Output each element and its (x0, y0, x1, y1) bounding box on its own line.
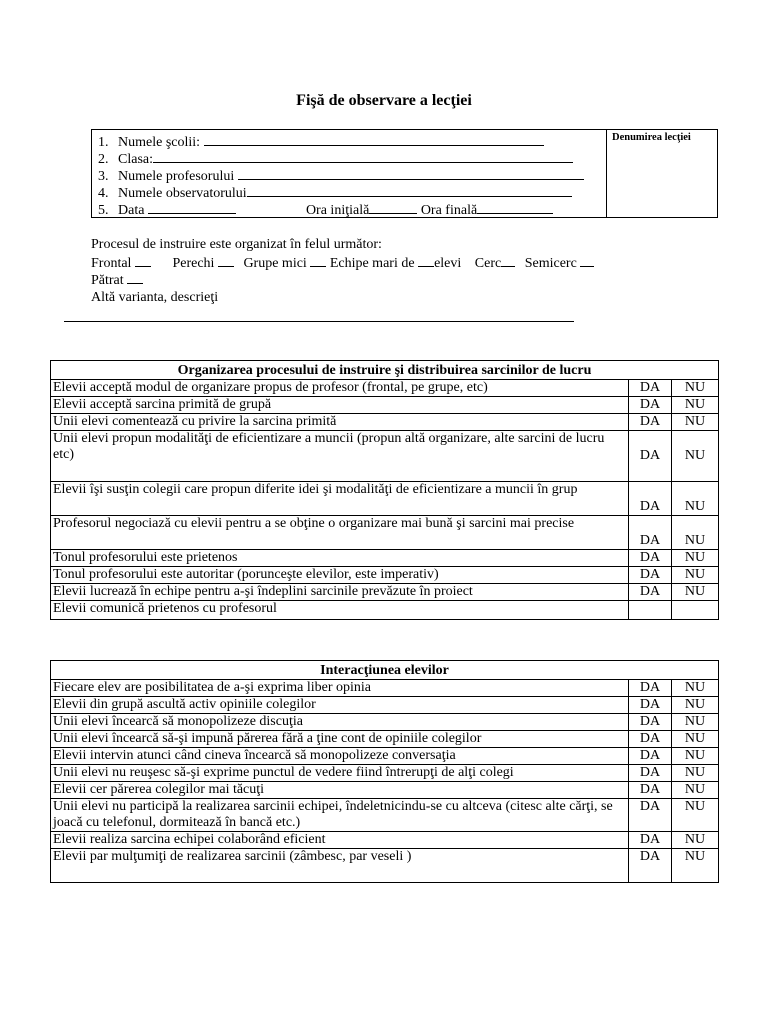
table-row (51, 799, 719, 832)
table-row (51, 380, 719, 397)
perechi-blank[interactable] (218, 254, 234, 267)
row-text: Elevii din grupă ascultă activ opiniile colegilor (51, 697, 629, 714)
nu-cell[interactable]: NU (672, 782, 719, 799)
date-label: Data (118, 203, 148, 218)
row-text: Elevii acceptă sarcina primită de grupă (51, 397, 629, 414)
info-line-class (98, 150, 573, 168)
table-row (51, 765, 719, 782)
da-cell[interactable]: DA (629, 731, 672, 748)
nu-cell[interactable]: NU (672, 431, 719, 482)
row-text: Profesorul negociază cu elevii pentru a se obţine o organizare mai bună şi sarcini mai precise (51, 516, 629, 550)
row-text: Elevii par mulţumiţi de realizarea sarcinii (zâmbesc, par veseli ) (51, 849, 629, 883)
da-cell[interactable]: DA (629, 380, 672, 397)
nu-cell[interactable]: NU (672, 697, 719, 714)
nu-cell[interactable]: NU (672, 584, 719, 601)
row-text: Elevii intervin atunci când cineva încearcă să monopolizeze conversaţia (51, 748, 629, 765)
table-row (51, 697, 719, 714)
page-title: Fişă de observare a lecţiei (296, 92, 472, 109)
date-blank[interactable] (148, 201, 236, 214)
table-header-row (51, 661, 719, 680)
info-box (91, 129, 718, 218)
option-echipe-mari: Echipe mari de (329, 256, 419, 271)
observer-blank[interactable] (247, 184, 572, 197)
nu-cell[interactable]: NU (672, 799, 719, 832)
table-row (51, 782, 719, 799)
nu-cell[interactable]: NU (672, 550, 719, 567)
process-other: Altă varianta, descrieţi (91, 290, 219, 305)
start-time-label: Ora iniţială (305, 203, 370, 218)
da-cell[interactable]: DA (629, 414, 672, 431)
da-cell[interactable]: DA (629, 431, 672, 482)
organization-table (50, 360, 719, 620)
table-row (51, 414, 719, 431)
row-text: Unii elevi încearcă să monopolizeze discuţia (51, 714, 629, 731)
table-row (51, 601, 719, 620)
nu-cell[interactable]: NU (672, 765, 719, 782)
row-text: Fiecare elev are posibilitatea de a-şi exprima liber opinia (51, 680, 629, 697)
process-intro: Procesul de instruire este organizat în felul următor: (91, 237, 382, 252)
da-cell[interactable]: DA (629, 584, 672, 601)
interaction-table-header: Interacţiunea elevilor (51, 661, 719, 680)
row-text: Elevii cer părerea colegilor mai tăcuţi (51, 782, 629, 799)
row-text: Unii elevi comentează cu privire la sarcina primită (51, 414, 629, 431)
table-row (51, 397, 719, 414)
patrat-blank[interactable] (127, 271, 143, 284)
table-row (51, 832, 719, 849)
nu-cell[interactable]: NU (672, 397, 719, 414)
cerc-blank[interactable] (501, 254, 515, 267)
row-text: Unii elevi nu reuşesc să-şi exprime punctul de vedere fiind întrerupţi de alţi colegi (51, 765, 629, 782)
row-text: Elevii lucrează în echipe pentru a-şi îndeplini sarcinile prevăzute în proiect (51, 584, 629, 601)
row-text: Unii elevi nu participă la realizarea sarcinii echipei, îndeletnicindu-se cu altceva (citesc alte cărţi, se joacă cu telefonul, dormitează în bancă etc.) (51, 799, 629, 832)
nu-cell[interactable]: NU (672, 731, 719, 748)
da-cell[interactable]: DA (629, 482, 672, 516)
frontal-blank[interactable] (135, 254, 151, 267)
school-label: Numele şcolii: (118, 135, 204, 150)
table-row (51, 431, 719, 482)
da-cell[interactable]: DA (629, 516, 672, 550)
nu-cell[interactable]: NU (672, 482, 719, 516)
da-cell[interactable]: DA (629, 567, 672, 584)
interaction-table (50, 660, 719, 883)
observer-label: Numele observatorului (118, 186, 247, 201)
option-grupe-mici: Grupe mici (243, 256, 311, 271)
lesson-name-label: Denumirea lecţiei (612, 132, 691, 143)
nu-cell[interactable]: NU (672, 414, 719, 431)
teacher-blank[interactable] (238, 167, 584, 180)
table-row (51, 567, 719, 584)
organization-table-header: Organizarea procesului de instruire şi distribuirea sarcinilor de lucru (51, 361, 719, 380)
info-line-observer (98, 184, 572, 202)
table-row (51, 714, 719, 731)
da-cell[interactable] (629, 601, 672, 620)
info-line-school (98, 133, 544, 151)
nu-cell[interactable]: NU (672, 748, 719, 765)
line-number: 5. (98, 203, 109, 218)
da-cell[interactable]: DA (629, 748, 672, 765)
end-time-label: Ora finală (417, 203, 478, 218)
echipe-mari-blank[interactable] (418, 254, 434, 267)
row-text: Elevii îşi susţin colegii care propun diferite idei şi modalităţi de eficientizare a muncii în grup (51, 482, 629, 516)
info-fields (92, 130, 607, 217)
table-row (51, 731, 719, 748)
other-description-line[interactable] (64, 321, 574, 322)
option-patrat: Pătrat (91, 273, 128, 288)
table-row (51, 849, 719, 883)
start-time-blank[interactable] (369, 201, 417, 214)
nu-cell[interactable]: NU (672, 516, 719, 550)
option-cerc: Cerc (474, 256, 502, 271)
info-line-teacher (98, 167, 584, 185)
nu-cell[interactable]: NU (672, 380, 719, 397)
line-number: 4. (98, 186, 109, 201)
nu-cell[interactable]: NU (672, 849, 719, 883)
process-patrat-line (91, 271, 143, 289)
row-text: Elevii realiza sarcina echipei colaborând eficient (51, 832, 629, 849)
end-time-blank[interactable] (477, 201, 553, 214)
da-cell[interactable]: DA (629, 697, 672, 714)
table-row (51, 584, 719, 601)
nu-cell[interactable]: NU (672, 714, 719, 731)
table-row (51, 680, 719, 697)
row-text: Elevii acceptă modul de organizare propus de profesor (frontal, pe grupe, etc) (51, 380, 629, 397)
lesson-name-cell[interactable] (607, 130, 717, 217)
class-blank[interactable] (153, 150, 573, 163)
semicerc-blank[interactable] (580, 254, 594, 267)
school-blank[interactable] (204, 133, 544, 146)
table-row (51, 748, 719, 765)
grupe-mici-blank[interactable] (310, 254, 326, 267)
teacher-label: Numele profesorului (118, 169, 238, 184)
da-cell[interactable]: DA (629, 550, 672, 567)
row-text: Tonul profesorului este prietenos (51, 550, 629, 567)
nu-cell[interactable]: NU (672, 832, 719, 849)
table-row (51, 550, 719, 567)
row-text: Elevii comunică prietenos cu profesorul (51, 601, 629, 620)
option-frontal: Frontal (91, 256, 135, 271)
line-number: 2. (98, 152, 109, 167)
da-cell[interactable]: DA (629, 397, 672, 414)
da-cell[interactable]: DA (629, 832, 672, 849)
table-row (51, 482, 719, 516)
option-semicerc: Semicerc (524, 256, 581, 271)
row-text: Tonul profesorului este autoritar (porunceşte elevilor, este imperativ) (51, 567, 629, 584)
da-cell[interactable]: DA (629, 799, 672, 832)
da-cell[interactable]: DA (629, 680, 672, 697)
row-text: Unii elevi propun modalităţi de eficientizare a muncii (propun altă organizare, alte sarcini de lucru etc) (51, 431, 629, 482)
table-row (51, 516, 719, 550)
nu-cell[interactable]: NU (672, 567, 719, 584)
row-text: Unii elevi încearcă să-şi impună părerea fără a ţine cont de opiniile colegilor (51, 731, 629, 748)
table-header-row (51, 361, 719, 380)
nu-cell[interactable]: NU (672, 680, 719, 697)
class-label: Clasa: (118, 152, 153, 167)
line-number: 3. (98, 169, 109, 184)
process-options-line (91, 254, 594, 272)
elevi-label: elevi (434, 256, 462, 271)
line-number: 1. (98, 135, 109, 150)
da-cell[interactable]: DA (629, 849, 672, 883)
info-line-date (98, 201, 553, 219)
da-cell[interactable]: DA (629, 714, 672, 731)
nu-cell[interactable] (672, 601, 719, 620)
option-perechi: Perechi (172, 256, 218, 271)
da-cell[interactable]: DA (629, 782, 672, 799)
da-cell[interactable]: DA (629, 765, 672, 782)
